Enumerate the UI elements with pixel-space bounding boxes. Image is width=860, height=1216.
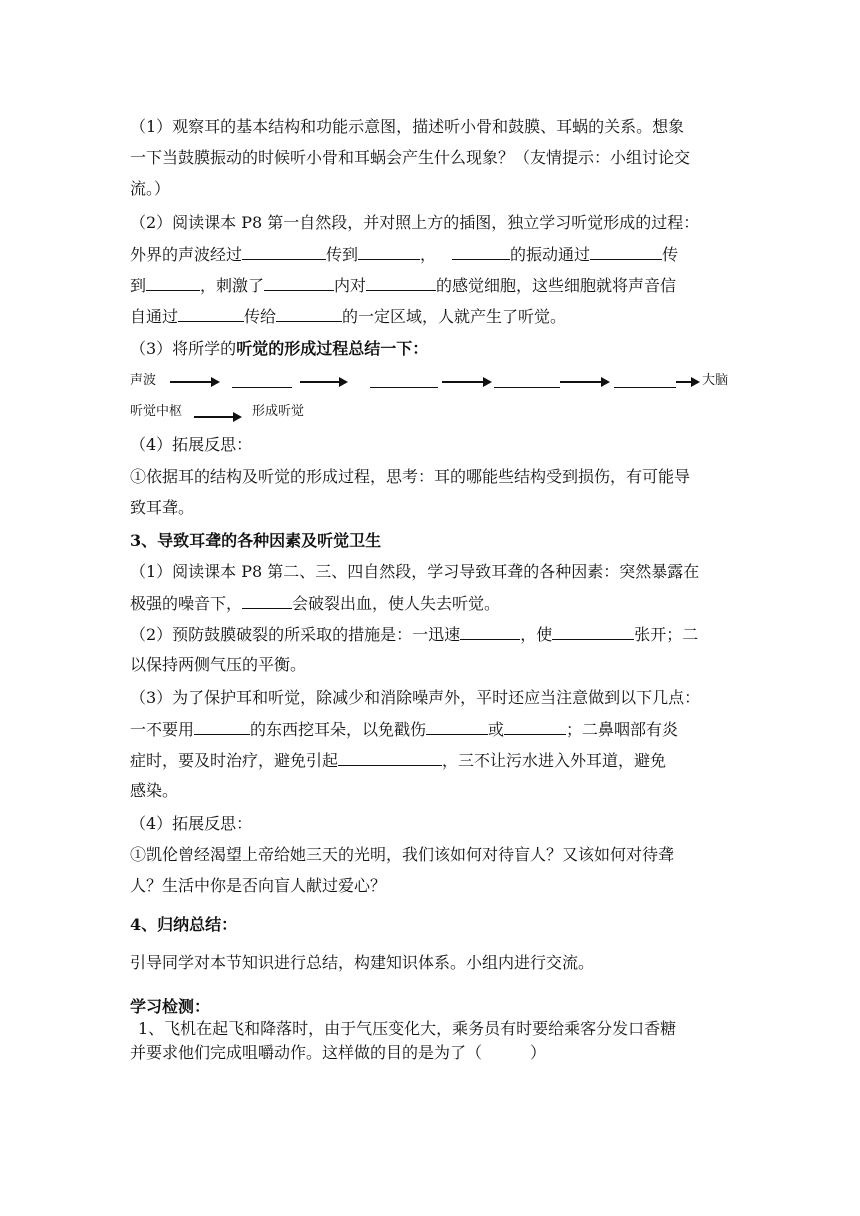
q4-line: （4）拓展反思： (130, 435, 253, 454)
q1-line-2: 一下当鼓膜振动的时候听小骨和耳蜗会产生什么现象？（友情提示：小组讨论交 (130, 148, 691, 167)
q2-line-4 (130, 305, 740, 328)
s3-q2-line-1 (130, 623, 740, 646)
q2-line-2 (130, 243, 740, 266)
q3-line (130, 338, 740, 360)
s3-text: 或 (488, 720, 505, 739)
flow-arrow (300, 381, 346, 383)
fill-blank[interactable] (552, 623, 634, 640)
s3-text: ，三不让污水进入外耳道，避免 (442, 751, 667, 770)
s3-text: ；二鼻咽部有炎 (566, 720, 679, 739)
test-q1-line-1: 1、飞机在起飞和降落时，由于气压变化大，乘务员有时要给乘客分发口香糖 (138, 1019, 677, 1038)
s3-q1-line-2 (130, 592, 740, 615)
fill-blank[interactable] (358, 243, 420, 260)
flow-blank[interactable] (232, 387, 292, 388)
q2-text: 自通过 (130, 307, 179, 326)
s3-text: 一不要用 (130, 720, 195, 739)
q2-text: 的一定区域，人就产生了听觉。 (342, 307, 567, 326)
flow-blank[interactable] (614, 387, 676, 388)
test-q1-line-2: 并要求他们完成咀嚼动作。这样做的目的是为了（ ） (130, 1043, 547, 1062)
s3-text: （2）预防鼓膜破裂的所采取的措施是：一迅速 (130, 625, 461, 644)
s3-text: 会破裂出血，使人失去听觉。 (292, 594, 501, 613)
q2-text: 传给 (244, 307, 277, 326)
q2-text: 到 (130, 276, 147, 295)
s3-text: ，使 (520, 625, 553, 644)
flow2-start-label: 听觉中枢 (130, 404, 183, 419)
fill-blank[interactable] (338, 749, 442, 766)
q2-text: ， (420, 245, 437, 264)
flow2-end-label: 形成听觉 (252, 404, 305, 419)
q2-text: 内对 (334, 276, 367, 295)
fill-blank[interactable] (452, 243, 510, 260)
fill-blank[interactable] (146, 274, 200, 291)
s3-q1-line-1: （1）阅读课本 P8 第二、三、四自然段，学习导致耳聋的各种因素：突然暴露在 (130, 562, 700, 581)
s3-q3-line-1: （3）为了保护耳和听觉，除减少和消除噪声外，平时还应当注意做到以下几点： (130, 688, 701, 707)
q3-bold-text: 听觉的形成过程总结一下： (236, 339, 429, 358)
q2-text: 的振动通过 (510, 245, 591, 264)
flow-start-label: 声波 (130, 373, 157, 388)
s3-q3-line-4: 感染。 (130, 781, 179, 800)
fill-blank[interactable] (194, 718, 250, 735)
section-3-heading: 3、导致耳聋的各种因素及听觉卫生 (130, 531, 382, 550)
q2-line-3 (130, 274, 740, 297)
s3-text: 症时，要及时治疗，避免引起 (130, 751, 339, 770)
q1-line-1: （1）观察耳的基本结构和功能示意图，描述听小骨和鼓膜、耳蜗的关系。想象 (130, 117, 685, 136)
q4-reflection-line-1: ①依据耳的结构及听觉的形成过程，思考：耳的哪能些结构受到损伤，有可能导 (130, 467, 691, 486)
section-4-heading: 4、归纳总结： (130, 915, 238, 934)
flow-arrow (442, 381, 490, 383)
flow-arrow (676, 381, 698, 383)
fill-blank[interactable] (366, 274, 436, 291)
q2-text: 传 (662, 245, 679, 264)
s3-q4-reflection-line-1: ①凯伦曾经渴望上帝给她三天的光明，我们该如何对待盲人？又该如何对待聋 (130, 845, 675, 864)
flow-arrow (170, 381, 218, 383)
fill-blank[interactable] (460, 623, 520, 640)
q4-reflection-line-2: 致耳聋。 (130, 498, 195, 517)
s3-text: 的东西挖耳朵，以免戳伤 (250, 720, 427, 739)
flow-end-label: 大脑 (702, 373, 729, 388)
fill-blank[interactable] (264, 274, 334, 291)
flow-blank[interactable] (370, 387, 438, 388)
s3-q3-line-2 (130, 718, 740, 741)
fill-blank[interactable] (242, 243, 326, 260)
s3-q4-reflection-line-2: 人？生活中你是否向盲人献过爱心？ (130, 876, 387, 895)
fill-blank[interactable] (426, 718, 488, 735)
flow-blank[interactable] (494, 387, 560, 388)
s3-q3-line-3 (130, 749, 740, 772)
q2-text: 的感觉细胞，这些细胞就将声音信 (436, 276, 677, 295)
fill-blank[interactable] (178, 305, 244, 322)
section-4-text: 引导同学对本节知识进行总结，构建知识体系。小组内进行交流。 (130, 953, 595, 972)
q3-text: （3）将所学的 (130, 339, 237, 358)
fill-blank[interactable] (504, 718, 566, 735)
q2-line-1: （2）阅读课本 P8 第一自然段，并对照上方的插图，独立学习听觉形成的过程： (130, 213, 700, 232)
s3-text: 张开；二 (634, 625, 699, 644)
fill-blank[interactable] (242, 592, 292, 609)
fill-blank[interactable] (276, 305, 342, 322)
s3-q4-line: （4）拓展反思： (130, 814, 253, 833)
fill-blank[interactable] (590, 243, 662, 260)
q2-text: 传到 (326, 245, 359, 264)
s3-text: 极强的噪音下， (130, 594, 243, 613)
test-heading: 学习检测： (130, 997, 211, 1016)
q2-text: 外界的声波经过 (130, 245, 243, 264)
q1-line-3: 流。） (130, 179, 171, 198)
s3-q2-line-2: 以保持两侧气压的平衡。 (130, 655, 307, 674)
flow-arrow (194, 416, 240, 418)
q2-text: ，刺激了 (200, 276, 265, 295)
flow-arrow (560, 381, 608, 383)
